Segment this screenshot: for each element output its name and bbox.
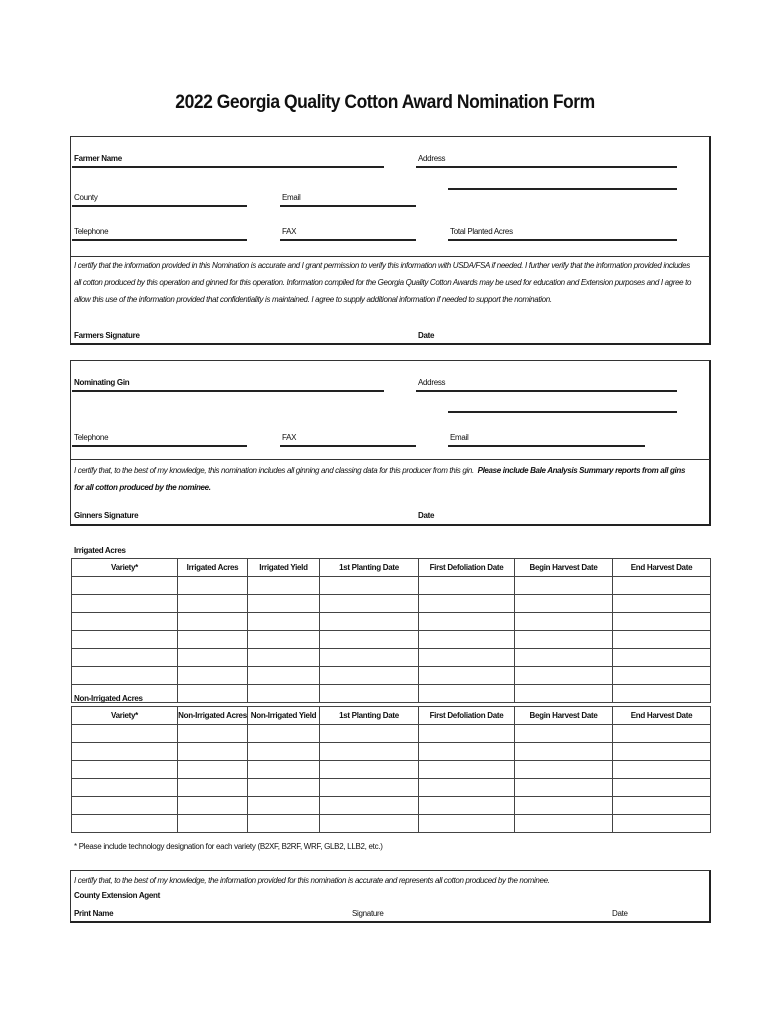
county-extension-agent-label: County Extension Agent: [74, 891, 160, 900]
gin-address-label: Address: [418, 378, 446, 387]
table-cell[interactable]: [613, 613, 711, 631]
table-cell[interactable]: [320, 797, 419, 815]
farmer-certification: I certify that the information provided in this Nomination is accurate and I grant permission to verify this information with USDA/FSA if needed. I further verify that the information provided includes all cotton produced by this operation and ginned for this operation. Information compiled for the Georgia Quality Cotton Awards may be used for education and Extension purposes and I agree to allow this use of the information provided that confidentiality is maintained. I agree to supply additional information if needed to support the nomination.: [74, 261, 692, 304]
gin-certification-note: Please include Bale Analysis Summary reports from all gins for all cotton produced by the nominee.: [74, 466, 686, 492]
table-cell[interactable]: [419, 667, 515, 685]
gin-telephone-label: Telephone: [74, 433, 109, 442]
table-cell[interactable]: [72, 595, 178, 613]
table-cell[interactable]: [320, 595, 419, 613]
table-row: [72, 797, 711, 815]
table-cell[interactable]: [613, 685, 711, 703]
farmer-address-label: Address: [418, 154, 446, 163]
table-cell[interactable]: [248, 761, 320, 779]
county-field[interactable]: [72, 205, 247, 207]
table-cell[interactable]: [613, 667, 711, 685]
table-cell[interactable]: [178, 743, 248, 761]
total-planted-acres-field[interactable]: [448, 239, 677, 241]
table-cell[interactable]: [613, 595, 711, 613]
table-cell[interactable]: [320, 685, 419, 703]
table-cell[interactable]: [178, 667, 248, 685]
table-header-row: [72, 559, 711, 577]
irrigated-table: [71, 558, 711, 703]
irrigated-heading: Irrigated Acres: [74, 546, 126, 555]
column-header: End Harvest Date: [613, 707, 711, 725]
table-cell[interactable]: [178, 815, 248, 833]
table-row: [72, 631, 711, 649]
table-cell[interactable]: [248, 743, 320, 761]
farmer-name-label: Farmer Name: [74, 154, 122, 163]
agent-date-label: Date: [612, 909, 628, 918]
table-row: [72, 613, 711, 631]
column-header: End Harvest Date: [613, 559, 711, 577]
table-cell[interactable]: [178, 649, 248, 667]
table-cell[interactable]: [72, 667, 178, 685]
print-name-label: Print Name: [74, 909, 114, 918]
table-cell[interactable]: [320, 577, 419, 595]
table-cell[interactable]: [178, 577, 248, 595]
table-cell[interactable]: [515, 779, 613, 797]
table-cell[interactable]: [613, 779, 711, 797]
gin-fax-label: FAX: [282, 433, 297, 442]
table-cell[interactable]: [72, 743, 178, 761]
table-cell[interactable]: [248, 725, 320, 743]
table-row: [72, 743, 711, 761]
table-cell[interactable]: [320, 815, 419, 833]
table-cell[interactable]: [515, 743, 613, 761]
nominating-gin-field[interactable]: [72, 390, 384, 392]
table-cell[interactable]: [419, 761, 515, 779]
table-cell[interactable]: [248, 613, 320, 631]
column-header: Non-Irrigated Yield: [248, 707, 320, 725]
gin-fax-field[interactable]: [280, 445, 416, 447]
gin-certification: [74, 462, 694, 496]
table-cell[interactable]: [419, 631, 515, 649]
table-cell[interactable]: [515, 649, 613, 667]
column-header: First Defoliation Date: [419, 559, 515, 577]
table-cell[interactable]: [72, 761, 178, 779]
table-cell[interactable]: [419, 779, 515, 797]
table-cell[interactable]: [72, 631, 178, 649]
table-cell[interactable]: [320, 779, 419, 797]
divider: [70, 459, 710, 460]
table-cell[interactable]: [515, 631, 613, 649]
table-cell[interactable]: [515, 685, 613, 703]
table-cell[interactable]: [515, 725, 613, 743]
column-header: Irrigated Yield: [248, 559, 320, 577]
table-row: [72, 667, 711, 685]
table-cell[interactable]: [248, 631, 320, 649]
ginner-signature-label: Ginners Signature: [74, 511, 139, 520]
table-cell[interactable]: [248, 779, 320, 797]
column-header: First Defoliation Date: [419, 707, 515, 725]
table-cell[interactable]: [613, 577, 711, 595]
table-cell[interactable]: [419, 815, 515, 833]
page-title: 2022 Georgia Quality Cotton Award Nomination Form: [175, 92, 595, 113]
table-cell[interactable]: [613, 649, 711, 667]
column-header: Begin Harvest Date: [515, 707, 613, 725]
table-cell[interactable]: [515, 577, 613, 595]
table-row: [72, 649, 711, 667]
table-cell[interactable]: [320, 613, 419, 631]
table-cell[interactable]: [419, 685, 515, 703]
table-cell[interactable]: [613, 725, 711, 743]
county-label: County: [74, 193, 98, 202]
column-header: Irrigated Acres: [178, 559, 248, 577]
table-cell[interactable]: [320, 725, 419, 743]
agent-certification: I certify that, to the best of my knowledge, the information provided for this nomination is accurate and represents all cotton produced by the nominee.: [74, 876, 550, 885]
table-row: [72, 761, 711, 779]
table-cell[interactable]: [613, 815, 711, 833]
table-cell[interactable]: [248, 815, 320, 833]
table-cell[interactable]: [419, 595, 515, 613]
table-cell[interactable]: [613, 743, 711, 761]
table-cell[interactable]: [248, 595, 320, 613]
farmer-fax-field[interactable]: [280, 239, 416, 241]
table-cell[interactable]: [515, 761, 613, 779]
table-cell[interactable]: [178, 613, 248, 631]
column-header: 1st Planting Date: [320, 707, 419, 725]
table-cell[interactable]: [613, 797, 711, 815]
table-cell[interactable]: [515, 613, 613, 631]
table-cell[interactable]: [72, 815, 178, 833]
farmer-signature-label: Farmers Signature: [74, 331, 140, 340]
ginner-date-label: Date: [418, 511, 435, 520]
table-cell[interactable]: [515, 797, 613, 815]
farmer-telephone-label: Telephone: [74, 227, 109, 236]
column-header: Begin Harvest Date: [515, 559, 613, 577]
table-cell[interactable]: [72, 577, 178, 595]
gin-certification-text: I certify that, to the best of my knowledge, this nomination includes all ginning and classing data for this producer from this gin.: [74, 466, 474, 475]
table-cell[interactable]: [248, 797, 320, 815]
column-header: Non-Irrigated Acres: [178, 707, 248, 725]
table-cell[interactable]: [419, 725, 515, 743]
table-row: [72, 595, 711, 613]
table-cell[interactable]: [248, 667, 320, 685]
table-cell[interactable]: [419, 743, 515, 761]
variety-footnote: * Please include technology designation for each variety (B2XF, B2RF, WRF, GLB2, LLB2, etc.): [74, 842, 383, 851]
table-row: [72, 779, 711, 797]
farmer-email-field[interactable]: [280, 205, 416, 207]
column-header: Variety*: [72, 707, 178, 725]
table-cell[interactable]: [178, 797, 248, 815]
agent-signature-label: Signature: [352, 909, 384, 918]
farmer-email-label: Email: [282, 193, 301, 202]
gin-address-field-2[interactable]: [448, 411, 677, 413]
table-cell[interactable]: [613, 631, 711, 649]
table-cell[interactable]: [320, 761, 419, 779]
table-cell[interactable]: [72, 649, 178, 667]
table-cell[interactable]: [320, 631, 419, 649]
table-cell[interactable]: [248, 685, 320, 703]
table-cell[interactable]: [178, 761, 248, 779]
gin-email-label: Email: [450, 433, 469, 442]
table-cell[interactable]: [613, 761, 711, 779]
table-row: [72, 725, 711, 743]
table-cell[interactable]: [72, 797, 178, 815]
column-header: 1st Planting Date: [320, 559, 419, 577]
gin-telephone-field[interactable]: [72, 445, 247, 447]
non-irrigated-heading: Non-Irrigated Acres: [74, 694, 143, 703]
table-row: [72, 815, 711, 833]
table-cell[interactable]: [515, 595, 613, 613]
table-cell[interactable]: [515, 815, 613, 833]
table-cell[interactable]: [72, 613, 178, 631]
total-planted-acres-label: Total Planted Acres: [450, 227, 513, 236]
table-cell[interactable]: [178, 595, 248, 613]
table-cell[interactable]: [248, 649, 320, 667]
table-cell[interactable]: [419, 613, 515, 631]
table-row: [72, 577, 711, 595]
table-cell[interactable]: [419, 649, 515, 667]
table-row: [72, 685, 711, 703]
table-header-row: [72, 707, 711, 725]
table-cell[interactable]: [178, 631, 248, 649]
table-cell[interactable]: [419, 797, 515, 815]
gin-section: [70, 360, 711, 526]
farmer-address-field-1[interactable]: [416, 166, 677, 168]
table-cell[interactable]: [419, 577, 515, 595]
column-header: Variety*: [72, 559, 178, 577]
non-irrigated-table: [71, 706, 711, 833]
table-cell[interactable]: [178, 685, 248, 703]
table-cell[interactable]: [515, 667, 613, 685]
gin-email-field[interactable]: [448, 445, 645, 447]
table-cell[interactable]: [248, 577, 320, 595]
nominating-gin-label: Nominating Gin: [74, 378, 130, 387]
table-cell[interactable]: [72, 779, 178, 797]
table-cell[interactable]: [178, 725, 248, 743]
farmer-fax-label: FAX: [282, 227, 297, 236]
farmer-address-field-2[interactable]: [448, 188, 677, 190]
farmer-date-label: Date: [418, 331, 435, 340]
table-cell[interactable]: [320, 667, 419, 685]
gin-address-field-1[interactable]: [416, 390, 677, 392]
table-cell[interactable]: [72, 725, 178, 743]
table-cell[interactable]: [320, 649, 419, 667]
table-cell[interactable]: [178, 779, 248, 797]
farmer-name-field[interactable]: [72, 166, 384, 168]
table-cell[interactable]: [320, 743, 419, 761]
farmer-telephone-field[interactable]: [72, 239, 247, 241]
